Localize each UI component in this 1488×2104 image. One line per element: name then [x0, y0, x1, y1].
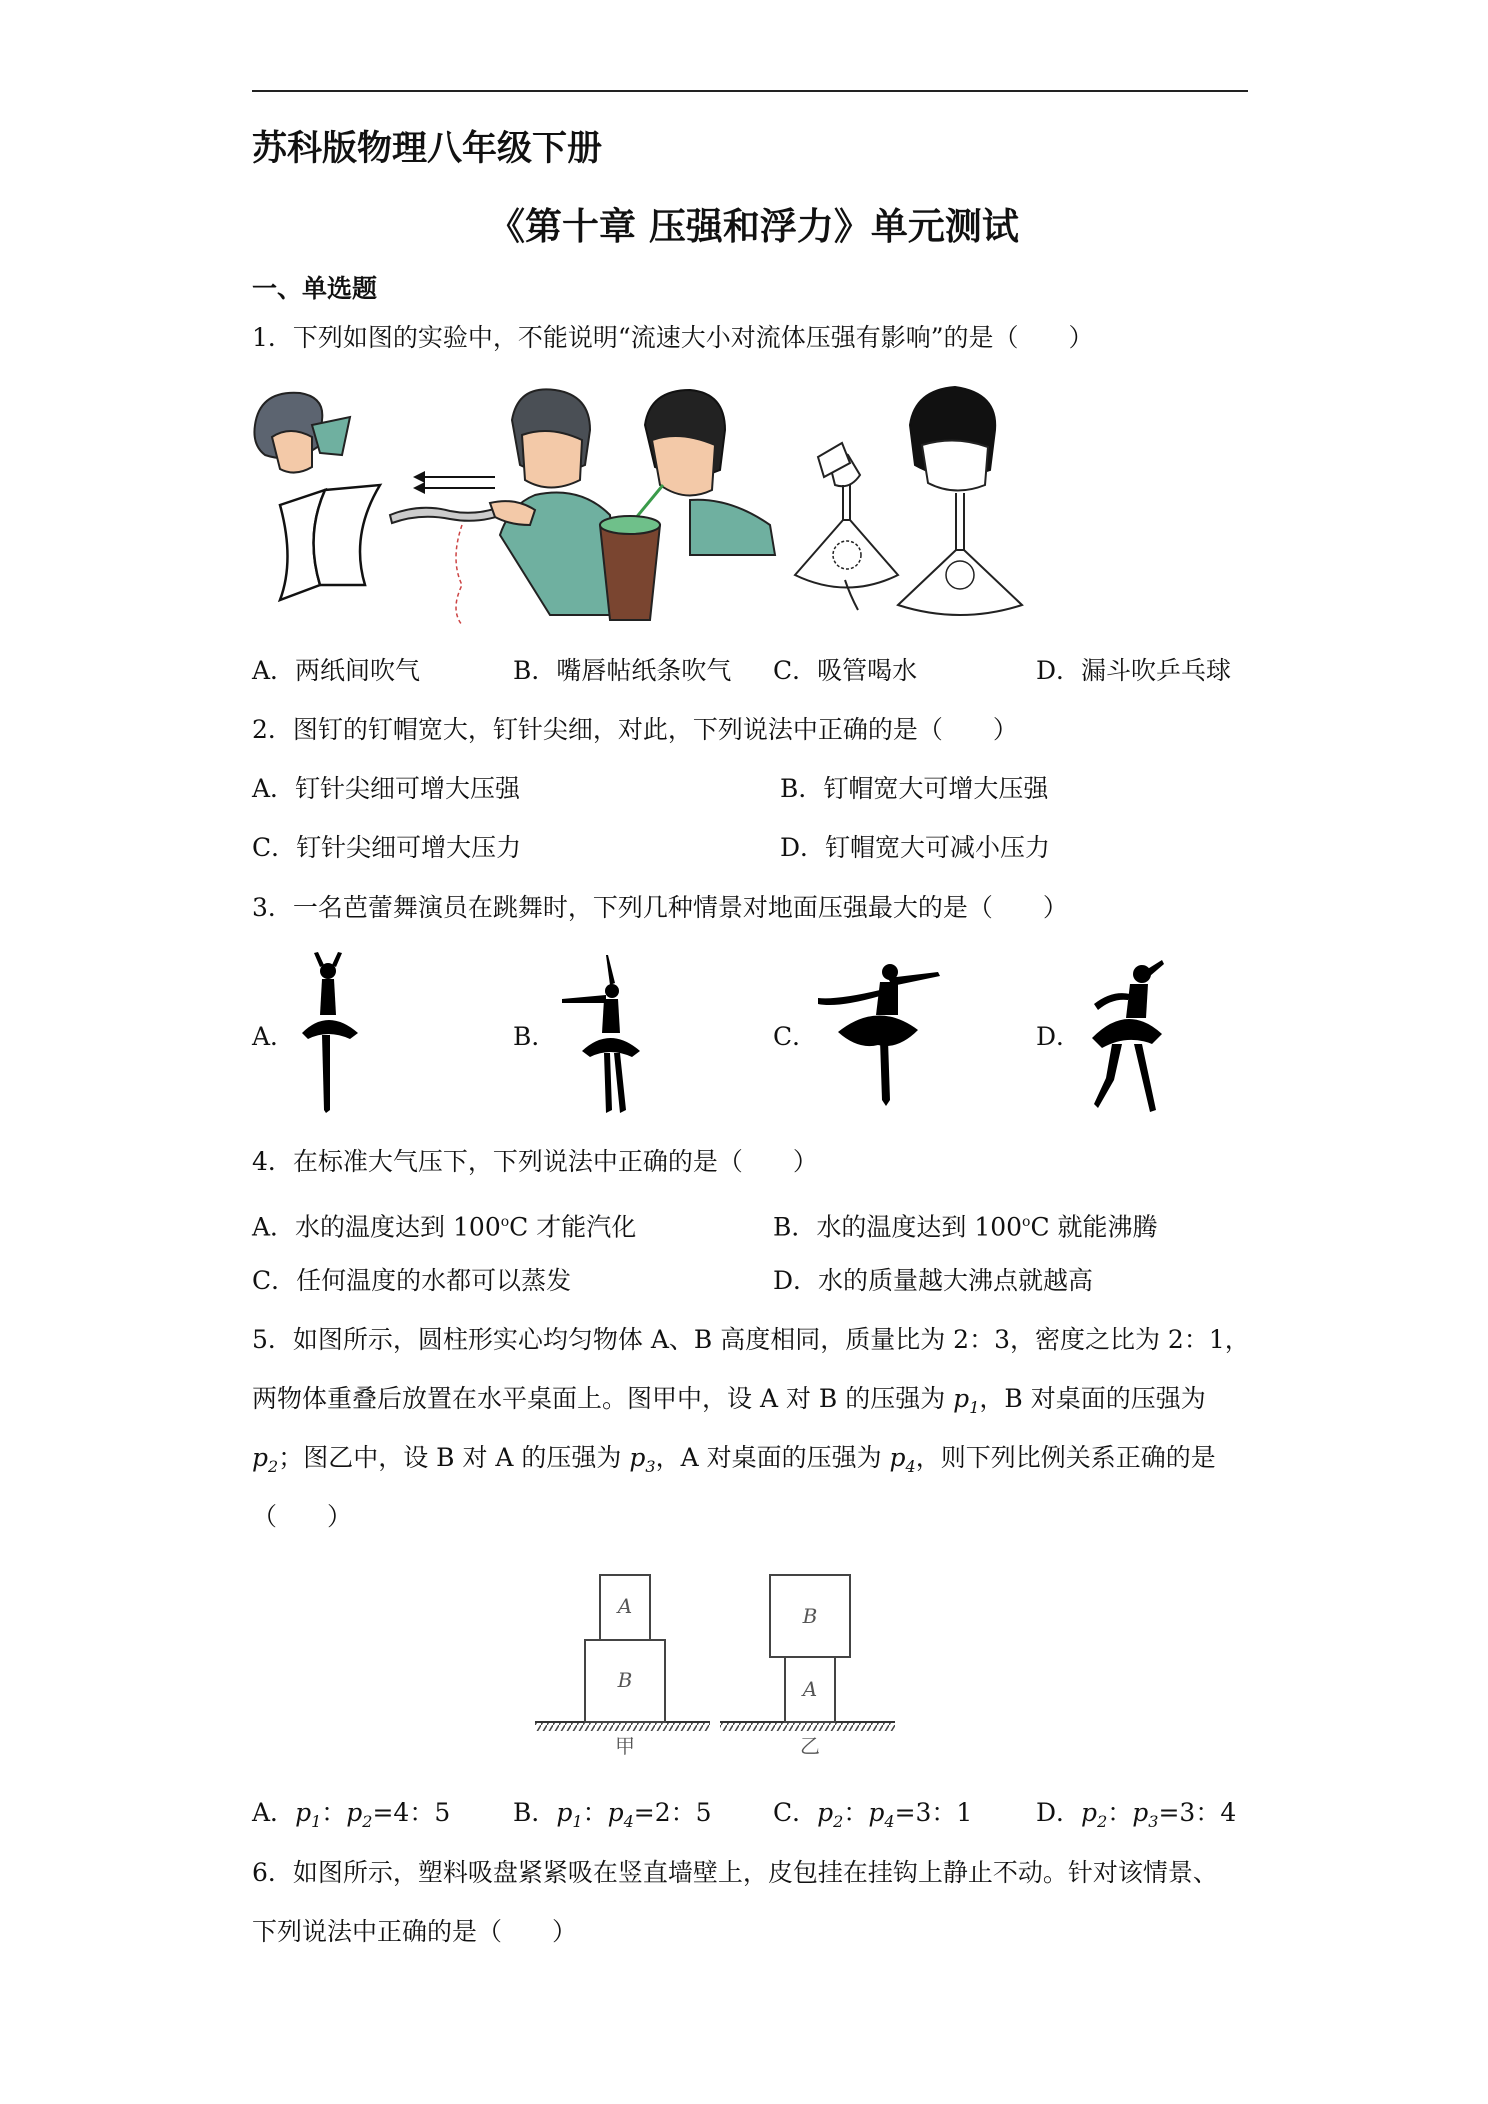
- q1-option-b: B．嘴唇帖纸条吹气: [513, 656, 732, 685]
- q4-option-c: C．任何温度的水都可以蒸发: [252, 1266, 572, 1295]
- q5-line-4: （ ）: [252, 1502, 353, 1531]
- figure-boy-funnel-ball: [898, 387, 1022, 615]
- label-yi: 乙: [800, 1734, 820, 1758]
- q4-option-a: A．水的温度达到 100$^o$C 才能汽化: [252, 1212, 637, 1242]
- figure-boy-blowing-strip: [390, 389, 620, 625]
- q4-stem: 4．在标准大气压下，下列说法中正确的是（ ）: [252, 1147, 818, 1176]
- q2-option-c: C．钉针尖细可增大压力: [252, 833, 522, 862]
- figure-jia: [535, 1575, 710, 1758]
- q2-stem: 2．图钉的钉帽宽大，钉针尖细，对此，下列说法中正确的是（ ）: [252, 715, 1018, 744]
- book-title: 苏科版物理八年级下册: [252, 129, 603, 169]
- q5-line-1: 5．如图所示，圆柱形实心均匀物体 A、B 高度相同，质量比为 2：3，密度之比为 2：1，: [252, 1325, 1250, 1354]
- ballerina-c-icon: [818, 960, 948, 1110]
- q5-option-b: B．$p_1$：$p_4=2$：5: [513, 1798, 712, 1831]
- q3-option-a: A．: [252, 1022, 296, 1051]
- section-heading: 一、单选题: [252, 274, 378, 303]
- q3-stem: 3．一名芭蕾舞演员在跳舞时，下列几种情景对地面压强最大的是（ ）: [252, 893, 1068, 922]
- figure-yi: [720, 1575, 895, 1758]
- label-b-yi: B: [802, 1604, 818, 1628]
- ballerina-a-icon: [300, 955, 370, 1115]
- q2-option-b: B．钉帽宽大可增大压强: [780, 774, 1049, 803]
- q5-line-3: $p_2$；图乙中，设 B 对 A 的压强为 $p_3$，A 对桌面的压强为 $p_4$，则下列比例关系正确的是: [252, 1443, 1216, 1476]
- q4-option-b: B．水的温度达到 100$^o$C 就能沸腾: [773, 1212, 1158, 1242]
- q1-stem: 1．下列如图的实验中，不能说明“流速大小对流体压强有影响”的是（ ）: [252, 323, 1094, 352]
- q6-line-2: 下列说法中正确的是（ ）: [252, 1917, 578, 1946]
- q5-figure: [535, 1565, 895, 1760]
- figure-funnel-hand: [795, 443, 898, 610]
- header-rule: [252, 90, 1248, 92]
- q6-line-1: 6．如图所示，塑料吸盘紧紧吸在竖直墙壁上，皮包挂在挂钩上静止不动。针对该情景、: [252, 1858, 1218, 1887]
- label-jia: 甲: [615, 1734, 635, 1758]
- q5-option-a: A．$p_1$：$p_2=4$：5: [252, 1798, 451, 1831]
- label-a-yi: A: [802, 1677, 818, 1701]
- q2-option-d: D．钉帽宽大可减小压力: [780, 833, 1051, 862]
- figure-boy-blowing-papers: [254, 393, 380, 600]
- q3-option-c: C．: [773, 1022, 818, 1051]
- q1-option-a: A．两纸间吹气: [252, 656, 421, 685]
- q5-option-d: D．$p_2$：$p_3=3$：4: [1036, 1798, 1237, 1831]
- label-b-jia: B: [617, 1668, 633, 1692]
- q5-option-c: C．$p_2$：$p_4=3$：1: [773, 1798, 973, 1831]
- q3-option-b: B．: [513, 1022, 557, 1051]
- q4-option-d: D．水的质量越大沸点就越高: [773, 1266, 1094, 1295]
- q1-option-c: C．吸管喝水: [773, 656, 918, 685]
- q1-figure: [250, 385, 1250, 635]
- ballerina-b-icon: [560, 955, 650, 1115]
- q1-option-d: D．漏斗吹乒乓球: [1036, 656, 1232, 685]
- q5-line-2: 两物体重叠后放置在水平桌面上。图甲中，设 A 对 B 的压强为 $p_1$，B 对桌面的压强为: [252, 1384, 1206, 1417]
- figure-boy-drinking-straw: [600, 390, 775, 620]
- ballerina-d-icon: [1082, 960, 1172, 1115]
- q3-option-d: D．: [1036, 1022, 1082, 1051]
- page-title: 《第十章 压强和浮力》单元测试: [488, 205, 1019, 248]
- label-a-jia: A: [617, 1594, 633, 1618]
- q2-option-a: A．钉针尖细可增大压强: [252, 774, 521, 803]
